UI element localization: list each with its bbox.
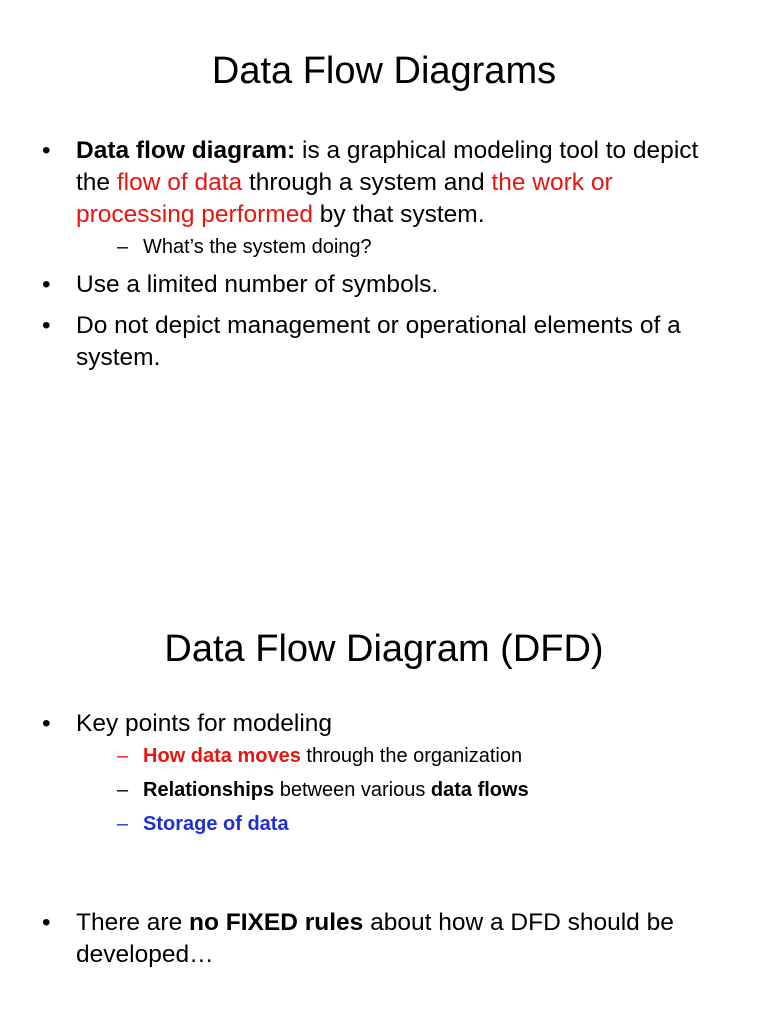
bullet-do-not-depict xyxy=(42,310,722,374)
definition-text-1: is a graphical modeling tool to depict the xyxy=(76,137,699,196)
slide-2-title: Data Flow Diagram (DFD) xyxy=(164,628,604,670)
highlight-storage-of-data: Storage of data xyxy=(143,813,289,835)
sub-bullet-marker: – xyxy=(117,236,129,258)
bullet-text-1: There are xyxy=(76,909,190,936)
bullet-text: Use a limited number of symbols. xyxy=(76,271,439,298)
sub-bullet-marker: – xyxy=(117,813,129,835)
bullet-marker: • xyxy=(42,137,51,164)
slide-2 xyxy=(0,512,768,1024)
bullet-marker: • xyxy=(42,271,51,298)
sub-bullet-text: What’s the system doing? xyxy=(143,236,372,258)
slide-2-bullet-list xyxy=(42,708,722,980)
sub-bullet-marker: – xyxy=(117,779,129,801)
bullet-key-points xyxy=(42,708,722,837)
term-data-flow-diagram: Data flow diagram: xyxy=(76,137,296,164)
term-relationships: Relationships xyxy=(143,779,275,801)
sub-bullet-relationships xyxy=(76,777,722,803)
bullet-dfd-definition xyxy=(42,135,722,260)
definition-text-2: through a system and xyxy=(242,169,492,196)
bullet-text-2: about how a DFD should be developed… xyxy=(76,909,674,968)
sub-bullet-system-doing xyxy=(76,234,722,260)
bullet-marker: • xyxy=(42,312,51,339)
sub-bullet-how-data-moves xyxy=(76,743,722,769)
definition-text-3: by that system. xyxy=(312,201,485,228)
highlight-flow-of-data: flow of data xyxy=(116,169,243,196)
highlight-work-processing: the work or processing performed xyxy=(76,169,613,228)
term-no-fixed-rules: no FIXED rules xyxy=(189,909,364,936)
sub-bullet-text: through the organization xyxy=(300,745,523,767)
bullet-limited-symbols xyxy=(42,269,722,301)
slide-1-bullet-list xyxy=(42,135,722,383)
bullet-marker: • xyxy=(42,710,51,737)
highlight-how-data-moves: How data moves xyxy=(143,745,301,767)
sub-bullet-marker: – xyxy=(117,745,129,767)
sub-bullet-text: between various xyxy=(274,779,431,801)
bullet-text: Key points for modeling xyxy=(76,710,333,737)
sub-bullet-storage xyxy=(76,811,722,837)
bullet-no-fixed-rules xyxy=(42,907,722,971)
bullet-text: Do not depict management or operational elements of a system. xyxy=(76,312,681,371)
term-data-flows: data flows xyxy=(430,779,529,801)
slide-1-title: Data Flow Diagrams xyxy=(211,50,557,92)
bullet-marker: • xyxy=(42,909,51,936)
